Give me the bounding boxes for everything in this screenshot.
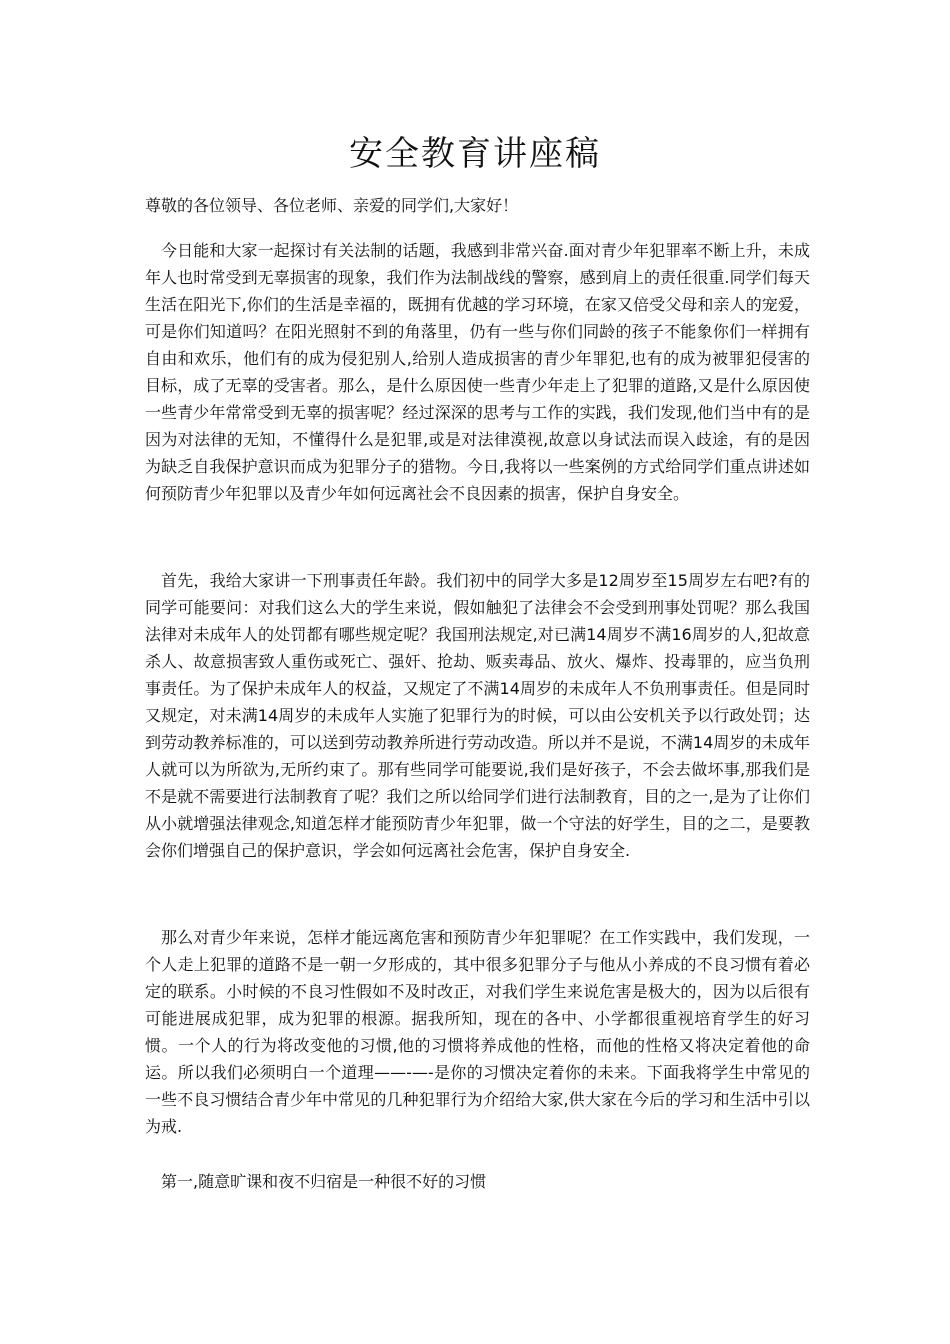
document-title: 安全教育讲座稿: [349, 134, 601, 174]
paragraph-habits: 那么对青少年来说，怎样才能远离危害和预防青少年犯罪呢？在工作实践中，我们发现，一个人走上犯罪的道路不是一朝一夕形成的，其中很多犯罪分子与他从小养成的不良习惯有着必定的联系。小时候的不良习性假如不及时改正，对我们学生来说危害是极大的，因为以后很有可能进展成犯罪，成为犯罪的根源。据我所知，现在的各中、小学都很重视培育学生的好习惯。一个人的行为将改变他的习惯,他的习惯将养成他的性格，而他的性格又将决定着他的命运。所以我们必须明白一个道理——-—-是你的习惯决定着你的未来。下面我将学生中常见的一些不良习惯结合青少年中常见的几种犯罪行为介绍给大家,供大家在今后的学习和生活中引以为戒.: [145, 928, 810, 1136]
paragraph-criminal-age: 首先，我给大家讲一下刑事责任年龄。我们初中的同学大多是12周岁至15周岁左右吧?有的同学可能要问：对我们这么大的学生来说，假如触犯了法律会不会受到刑事处罚呢？那么我国法律对未成年人的处罚都有哪些规定呢？我国刑法规定,对已满14周岁不满16周岁的人,犯故意杀人、故意损害致人重伤或死亡、强奸、抢劫、贩卖毒品、放火、爆炸、投毒罪的，应当负刑事责任。为了保护未成年人的权益，又规定了不满14周岁的未成年人不负刑事责任。但是同时又规定，对未满14周岁的未成年人实施了犯罪行为的时候，可以由公安机关予以行政处罚；达到劳动教养标准的，可以送到劳动教养所进行劳动改造。所以并不是说，不满14周岁的未成年人就可以为所欲为,无所约束了。那有些同学可能要说,我们是好孩子，不会去做坏事,那我们是不是就不需要进行法制教育了呢？我们之所以给同学们进行法制教育，目的之一,是为了让你们从小就增强法律观念,知道怎样才能预防青少年犯罪，做一个守法的好学生，目的之二，是要教会你们增强自己的保护意识，学会如何远离社会危害，保护自身安全.: [145, 571, 810, 860]
paragraph-intro: 今日能和大家一起探讨有关法制的话题，我感到非常兴奋.面对青少年犯罪率不断上升，未成年人也时常受到无辜损害的现象，我们作为法制战线的警察，感到肩上的责任很重.同学们每天生活在阳光下,你们的生活是幸福的，既拥有优越的学习环境，在家又倍受父母和亲人的宠爱，可是你们知道吗？在阳光照射不到的角落里，仍有一些与你们同龄的孩子不能象你们一样拥有自由和欢乐，他们有的成为侵犯别人,给别人造成损害的青少年罪犯,也有的成为被罪犯侵害的目标，成了无辜的受害者。那么，是什么原因使一些青少年走上了犯罪的道路,又是什么原因使一些青少年常常受到无辜的损害呢？经过深深的思考与工作的实践，我们发现,他们当中有的是因为对法律的无知，不懂得什么是犯罪,或是对法律漠视,故意以身试法而误入歧途，有的是因为缺乏自我保护意识而成为犯罪分子的猎物。今日,我将以一些案例的方式给同学们重点讲述如何预防青少年犯罪以及青少年如何远离社会不良因素的损害，保护自身安全。: [145, 241, 810, 503]
greeting-line: 尊敬的各位领导、各位老师、亲爱的同学们,大家好！: [145, 196, 519, 215]
paragraph-point-one: 第一,随意旷课和夜不归宿是一种很不好的习惯: [161, 1172, 487, 1191]
